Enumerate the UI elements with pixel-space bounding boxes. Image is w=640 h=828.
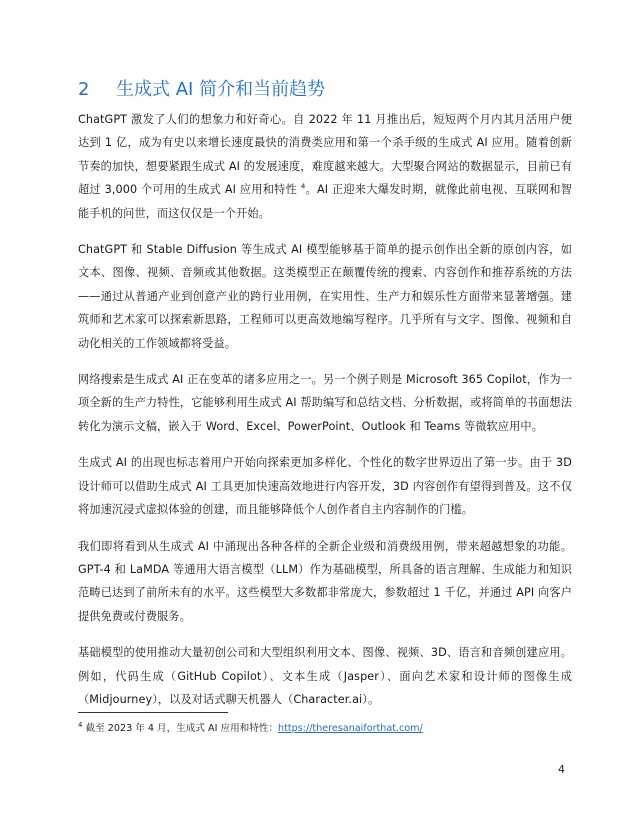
footnote-link[interactable]: https://theresanaiforthat.com/: [278, 723, 423, 734]
page-number: 4: [558, 763, 565, 776]
paragraph-text: ChatGPT 激发了人们的想象力和好奇心。自 2022 年 11 月推出后，短短两个月内其月活用户便达到 1 亿，成为有史以来增长速度最快的消费类应用和第一个杀手级的生成式 AI 应用。随着创新节奏的加快，想要紧跟生成式 AI 的发展速度，难度越来越大。大型聚合网站的数据显示，目前已有超过 3,000 个可用的生成式 AI 应用和特性: [78, 113, 572, 197]
footnote-reference[interactable]: 4: [300, 182, 306, 191]
paragraph-text: 。AI 正迎来大爆发时期，就像此前电视、互联网和智能手机的问世，而这仅仅是一个开始。: [78, 183, 572, 220]
section-title: 生成式 AI 简介和当前趋势: [116, 79, 326, 100]
paragraph: 生成式 AI 的出现也标志着用户开始向探索更加多样化、个性化的数字世界迈出了第一步。由于 3D 设计师可以借助生成式 AI 工具更加快速高效地进行内容开发，3D 内容创作有望得到普及。这不仅将加速沉浸式虚拟体验的创建，而且能够降低个人创作者自主内容制作的门槛。: [78, 456, 572, 517]
footnote-text: 截至 2023 年 4 月，生成式 AI 应用和特性：: [82, 723, 279, 734]
body-text: [78, 108, 572, 724]
paragraph: 我们即将看到从生成式 AI 中涌现出各种各样的全新企业级和消费级用例，带来超越想象的功能。GPT-4 和 LaMDA 等通用大语言模型（LLM）作为基础模型，所具备的语言理解、生成能力和知识范畴已达到了前所未有的水平。这些模型大多数都非常庞大，参数超过 1 千亿，并通过 API 向客户提供免费或付费服务。: [78, 539, 572, 623]
paragraph: 基础模型的使用推动大量初创公司和大型组织利用文本、图像、视频、3D、语言和音频创建应用。例如，代码生成（GitHub Copilot）、文本生成（Jasper）、面向艺术家和设计师的图像生成（Midjourney），以及对话式聊天机器人（Character.ai）。: [78, 646, 572, 706]
paragraph: ChatGPT 和 Stable Diffusion 等生成式 AI 模型能够基于简单的提示创作出全新的原创内容，如文本、图像、视频、音频或其他数据。这类模型正在颠覆传统的搜索、内容创作和推荐系统的方法——通过从普通产业到创意产业的跨行业用例，在实用性、生产力和娱乐性方面带来显著增强。建筑师和艺术家可以探索新思路，工程师可以更高效地编写程序。几乎所有与文字、图像、视频和自动化相关的工作领域都将受益。: [78, 243, 572, 350]
section-number: 2: [78, 79, 90, 100]
paragraph: 网络搜索是生成式 AI 正在变革的诸多应用之一。另一个例子则是 Microsoft 365 Copilot，作为一项全新的生产力特性，它能够利用生成式 AI 帮助编写和总结文档、分析数据，或将简单的书面想法转化为演示文稿，嵌入于 Word、Excel、PowerPoint、Outlook 和 Teams 等微软应用中。: [78, 373, 572, 433]
paragraph: [78, 108, 572, 225]
footnote-marker: 4: [78, 720, 83, 729]
section-heading: [78, 78, 325, 102]
footnote-divider: [78, 712, 228, 713]
footnote: [78, 721, 578, 737]
